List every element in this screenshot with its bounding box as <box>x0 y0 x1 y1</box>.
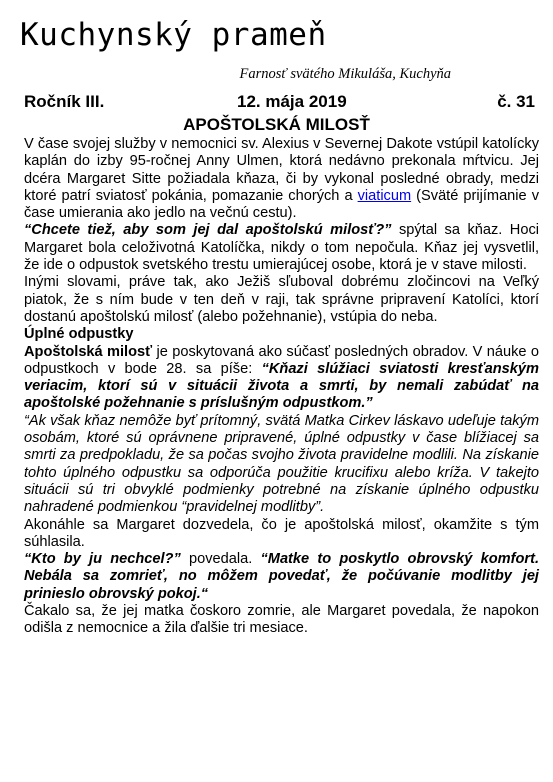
issue-volume: Ročník III. <box>24 92 105 111</box>
viaticum-link[interactable]: viaticum <box>357 187 412 204</box>
paragraph-text: spýtal sa kňaz. Hoci Margaret bola celoživotná Katolíčka, nikdy o tom nepočula. Kňaz jej vysvetlil, že ide o odpustok svetského trestu umierajúcej osobe, ktorá je v stave milosti. <box>24 222 539 274</box>
issue-info-row <box>24 92 535 114</box>
paragraph-margaret-quote <box>24 551 539 603</box>
bold-term: Apoštolská milosť <box>24 343 153 360</box>
paragraph-explanation: Inými slovami, práve tak, ako Ježiš sľuboval dobrému zločincovi na Veľký piatok, že s ním bude v ten deň v raji, tak správne pripravení Katolíci, ktorí dostanú apoštolskú milosť (alebo požehnanie), vstúpia do neba. <box>24 274 539 325</box>
priest-quote: “Chcete tiež, aby som jej dal apoštolskú milosť?” <box>24 222 392 239</box>
masthead-title: Kuchynský prameň <box>20 17 327 53</box>
doctrine-quote: “Kňazi slúžiaci sviatosti kresťanským veriacim, ktorí sú v situácii života a smrti, by nemali zabúdať na apoštolské požehnanie s príslušným odpustkom.” <box>24 360 539 412</box>
issue-number: č. 31 <box>497 92 535 111</box>
paragraph-ending: Čakalo sa, že jej matka čoskoro zomrie, ale Margaret povedala, že napokon odišla z nemocnice a žila ďalšie tri mesiace. <box>24 603 539 637</box>
article-body <box>24 136 539 638</box>
section-heading: Úplné odpustky <box>24 326 134 343</box>
paragraph-text: V čase svojej služby v nemocnici sv. Alexius v Severnej Dakote vstúpil katolícky kaplán do izby 95-ročnej Anny Ulmen, ktorá nedávno prekonala mŕtvicu. Jej dcéra Margaret Sitte požiadala kňaza, či by vykonal posledné obrady, medzi ktoré patrí sviatosť pokánia, pomazanie chorých a <box>24 136 539 204</box>
paragraph-intro <box>24 136 539 222</box>
margaret-quote-2: “Matke to poskytlo obrovský komfort. Nebála sa zomrieť, no môžem povedať, že počúvanie modlitby jej prinieslo obrovský pokoj.“ <box>24 551 539 602</box>
parish-name: Farnosť svätého Mikuláša, Kuchyňa <box>239 66 451 82</box>
article-title: APOŠTOLSKÁ MILOSŤ <box>183 115 370 134</box>
paragraph-question <box>24 222 539 274</box>
issue-date: 12. mája 2019 <box>237 92 347 111</box>
margaret-quote-1: “Kto by ju nechcel?” <box>24 551 181 568</box>
paragraph-indulgence <box>24 344 539 413</box>
paragraph-church-quote: “Ak však kňaz nemôže byť prítomný, svätá Matka Cirkev láskavo udeľuje takým osobám, ktoré sú oprávnene pripravené, úplné odpustky v čase blížiacej sa smrti za predpokladu, že sa počas svojho života pravidelne modlili. Na získanie tohto úplného odpustku sa odporúča použitie krucifixu alebo kríža. V takejto situácii sú tri obvyklé podmienky potrebné na získanie úplného odpustku nahradené podmienkou “pravidelnej modlitby”. <box>24 412 539 516</box>
paragraph-text: (Sväté prijímanie v čase umierania ako jedlo na večnú cestu). <box>24 187 539 222</box>
paragraph-text: povedala. <box>180 551 261 568</box>
paragraph-agreement: Akonáhle sa Margaret dozvedela, čo je apoštolská milosť, okamžite s tým súhlasila. <box>24 516 539 550</box>
paragraph-text: je poskytovaná ako súčasť posledných obradov. V náuke o odpustkoch v bode 28. sa píše: <box>24 343 539 377</box>
